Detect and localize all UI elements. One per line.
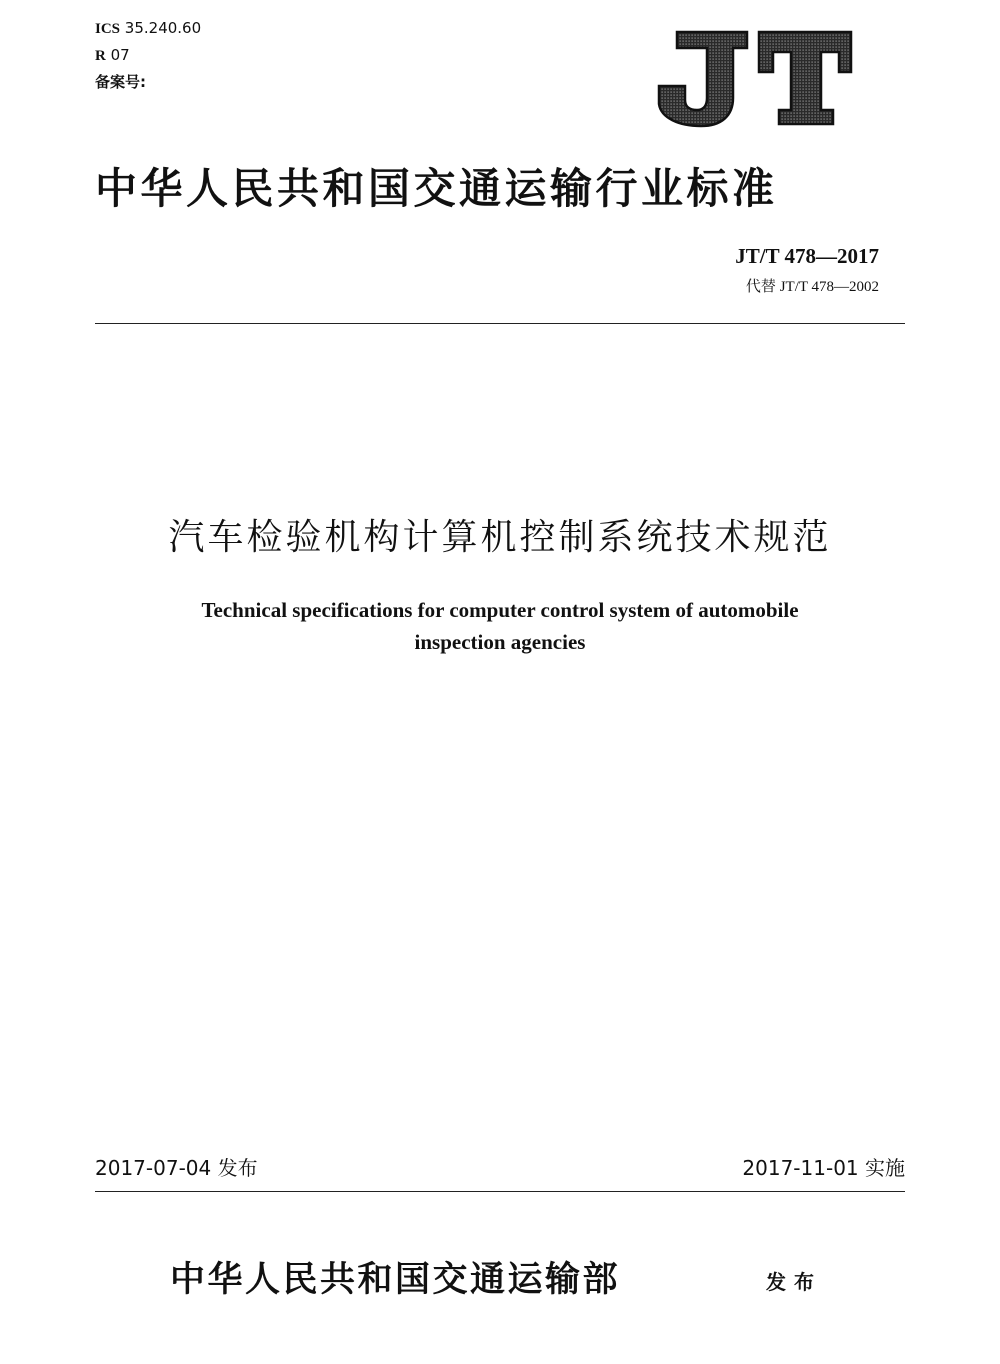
implementation-date: 2017-11-01 实施 xyxy=(742,1156,905,1180)
title-english-line-1: Technical specifications for computer control system of automobile xyxy=(201,598,799,622)
issuing-action: 发布 xyxy=(766,1270,822,1294)
logo-text: JT xyxy=(655,28,656,29)
ics-value: 35.240.60 xyxy=(124,19,202,37)
standard-number: JT/T 478—2017 xyxy=(735,244,879,268)
replaces-standard xyxy=(746,276,879,297)
replaces-prefix: 代替 xyxy=(745,277,776,295)
title-english-line-2: inspection agencies xyxy=(414,630,586,654)
document-title-chinese: 汽车检验机构计算机控制系统技术规范 xyxy=(168,517,832,558)
standard-category-header: 中华人民共和国交通运输行业标准 xyxy=(95,164,778,213)
ics-label: ICS xyxy=(95,21,121,37)
document-title-english xyxy=(100,594,900,658)
filing-number-label: 备案号: xyxy=(95,73,146,91)
issue-date: 2017-07-04 发布 xyxy=(95,1156,258,1180)
r-value: 07 xyxy=(110,46,130,64)
header-divider xyxy=(95,323,905,324)
r-code xyxy=(95,46,130,65)
jt-logo xyxy=(655,28,855,128)
r-label: R xyxy=(95,48,106,64)
replaces-code: JT/T 478—2002 xyxy=(779,279,879,295)
footer-divider xyxy=(95,1191,905,1192)
issuing-authority: 中华人民共和国交通运输部 xyxy=(170,1259,621,1300)
ics-code xyxy=(95,19,201,38)
